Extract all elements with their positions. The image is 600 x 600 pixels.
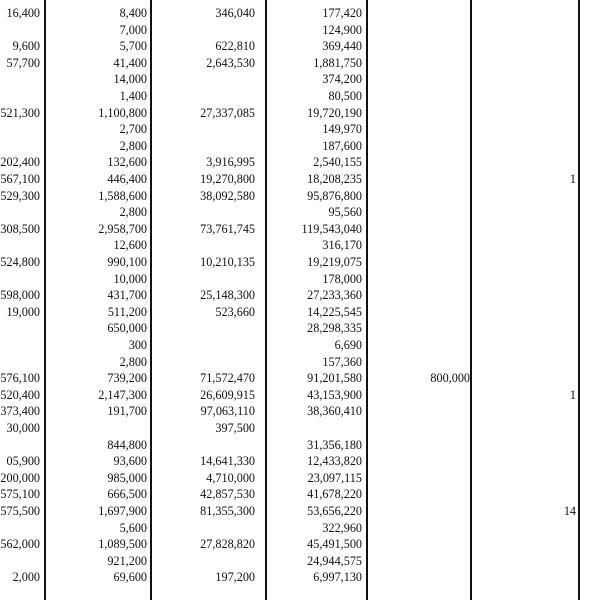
table-row xyxy=(0,153,600,171)
table-cell-c4 xyxy=(375,568,470,586)
table-cell-c5 xyxy=(480,4,576,22)
table-cell-c1: 2,800 xyxy=(119,354,147,369)
table-cell-c2: 27,828,820 xyxy=(200,537,255,552)
table-cell-c5 xyxy=(480,419,576,437)
table-cell-c1: 2,700 xyxy=(119,122,147,137)
table-cell-c5 xyxy=(480,452,576,470)
table-cell-c0 xyxy=(0,336,40,354)
table-cell-c4 xyxy=(375,70,470,88)
table-row xyxy=(0,419,600,437)
table-cell-c0: 308,500 xyxy=(0,221,40,236)
table-cell-c4 xyxy=(375,21,470,39)
table-cell-c4 xyxy=(375,336,470,354)
table-cell-c5 xyxy=(480,70,576,88)
table-cell-c1: 2,147,300 xyxy=(98,387,147,402)
table-cell-c3: 322,960 xyxy=(322,520,362,535)
table-cell-c1: 69,600 xyxy=(113,570,147,585)
table-cell-c0: 2,000 xyxy=(12,570,40,585)
table-cell-c2 xyxy=(160,120,255,138)
table-cell-c5 xyxy=(480,535,576,553)
table-cell-c4 xyxy=(375,104,470,122)
table-row xyxy=(0,203,600,221)
table-cell-c5 xyxy=(480,37,576,55)
table-cell-c5 xyxy=(480,87,576,105)
table-row xyxy=(0,303,600,321)
table-cell-c1: 7,000 xyxy=(119,22,147,37)
table-cell-c3: 24,944,575 xyxy=(307,553,362,568)
table-cell-c4 xyxy=(375,552,470,570)
table-cell-c3: 6,690 xyxy=(334,338,362,352)
table-cell-c3: 45,491,500 xyxy=(307,537,362,552)
table-cell-c5 xyxy=(480,270,576,288)
table-cell-c2: 10,210,135 xyxy=(200,255,255,269)
table-cell-c3: 80,500 xyxy=(328,89,362,103)
table-cell-c2: 81,355,300 xyxy=(200,504,255,518)
table-cell-c2: 14,641,330 xyxy=(200,454,255,469)
table-cell-c3: 14,225,545 xyxy=(307,304,362,319)
table-cell-c1: 5,600 xyxy=(119,520,147,535)
table-cell-c5 xyxy=(480,21,576,39)
table-cell-c0 xyxy=(0,21,40,39)
table-cell-c1: 8,400 xyxy=(119,6,147,20)
table-cell-c5 xyxy=(480,137,576,155)
table-cell-c1: 1,089,500 xyxy=(98,537,147,552)
table-cell-c1: 41,400 xyxy=(113,55,147,70)
table-cell-c0 xyxy=(0,436,40,454)
table-cell-c1: 93,600 xyxy=(113,454,147,469)
table-cell-c4 xyxy=(375,402,470,420)
table-cell-c4 xyxy=(375,137,470,155)
table-cell-c2: 97,063,110 xyxy=(200,404,255,419)
table-cell-c0: 30,000 xyxy=(6,421,40,435)
table-cell-c4 xyxy=(375,236,470,254)
table-cell-c3: 1,881,750 xyxy=(313,55,362,70)
table-cell-c0 xyxy=(0,519,40,537)
table-cell-c5 xyxy=(480,336,576,354)
table-row xyxy=(0,353,600,371)
table-cell-c4 xyxy=(375,270,470,288)
table-cell-c3: 374,200 xyxy=(322,72,362,87)
table-cell-c0: 524,800 xyxy=(0,255,40,269)
table-cell-c1: 1,588,600 xyxy=(98,188,147,203)
table-cell-c0: 05,900 xyxy=(6,454,40,469)
table-cell-c0: 9,600 xyxy=(12,39,40,54)
table-cell-c3: 31,356,180 xyxy=(307,437,362,452)
table-cell-c0: 200,000 xyxy=(0,470,40,485)
table-cell-c1: 666,500 xyxy=(107,487,147,502)
table-cell-c3: 177,420 xyxy=(322,6,362,20)
table-cell-c3: 95,876,800 xyxy=(307,188,362,203)
table-row xyxy=(0,469,600,487)
table-cell-c1: 921,200 xyxy=(107,553,147,568)
table-cell-c1 xyxy=(52,419,147,437)
table-cell-c3: 178,000 xyxy=(322,271,362,286)
table-cell-c5: 1 xyxy=(569,172,576,186)
table-cell-c4 xyxy=(375,319,470,337)
table-cell-c2 xyxy=(160,270,255,288)
table-cell-c1: 14,000 xyxy=(113,72,147,87)
table-cell-c2: 2,643,530 xyxy=(206,55,255,70)
table-row xyxy=(0,319,600,337)
table-cell-c5 xyxy=(480,303,576,321)
table-cell-c0 xyxy=(0,70,40,88)
table-row xyxy=(0,54,600,72)
table-cell-c2: 523,660 xyxy=(215,304,255,319)
table-cell-c3: 6,997,130 xyxy=(313,570,362,585)
table-cell-c3: 149,970 xyxy=(322,122,362,137)
table-cell-c0 xyxy=(0,353,40,371)
table-cell-c3: 157,360 xyxy=(322,354,362,369)
table-cell-c0 xyxy=(0,236,40,254)
table-cell-c4 xyxy=(375,153,470,171)
table-cell-c4 xyxy=(375,386,470,404)
table-cell-c3: 28,298,335 xyxy=(307,321,362,336)
table-cell-c2 xyxy=(160,137,255,155)
table-cell-c1: 844,800 xyxy=(107,437,147,452)
table-cell-c2: 25,148,300 xyxy=(200,288,255,303)
table-cell-c5 xyxy=(480,220,576,238)
table-cell-c1: 191,700 xyxy=(107,404,147,419)
table-cell-c4 xyxy=(375,54,470,72)
table-cell-c1: 2,958,700 xyxy=(98,221,147,236)
table-cell-c3: 95,560 xyxy=(328,205,362,220)
table-cell-c1: 990,100 xyxy=(107,255,147,269)
table-cell-c0: 521,300 xyxy=(0,105,40,120)
table-cell-c3: 38,360,410 xyxy=(307,404,362,419)
table-cell-c2 xyxy=(160,552,255,570)
table-cell-c4 xyxy=(375,452,470,470)
table-cell-c3: 53,656,220 xyxy=(307,504,362,518)
table-cell-c4 xyxy=(375,286,470,304)
table-cell-c5 xyxy=(480,519,576,537)
table-cell-c0: 529,300 xyxy=(0,188,40,203)
table-cell-c4 xyxy=(375,436,470,454)
table-cell-c1: 985,000 xyxy=(107,470,147,485)
table-cell-c4 xyxy=(375,37,470,55)
table-cell-c0: 373,400 xyxy=(0,404,40,419)
table-cell-c2 xyxy=(160,236,255,254)
table-cell-c2 xyxy=(160,353,255,371)
table-row xyxy=(0,253,600,271)
table-cell-c1: 1,697,900 xyxy=(98,504,147,518)
table-cell-c2: 622,810 xyxy=(215,39,255,54)
table-cell-c4 xyxy=(375,303,470,321)
table-cell-c0: 576,100 xyxy=(0,371,40,386)
table-cell-c2: 197,200 xyxy=(215,570,255,585)
table-cell-c1: 1,100,800 xyxy=(98,105,147,120)
table-cell-c3: 316,170 xyxy=(322,238,362,253)
table-cell-c4 xyxy=(375,419,470,437)
table-cell-c3: 119,543,040 xyxy=(301,221,362,236)
table-cell-c3: 18,208,235 xyxy=(307,172,362,186)
table-cell-c0 xyxy=(0,270,40,288)
table-row xyxy=(0,170,600,188)
table-cell-c5 xyxy=(480,236,576,254)
table-cell-c5 xyxy=(480,469,576,487)
table-cell-c2 xyxy=(160,436,255,454)
table-cell-c5 xyxy=(480,353,576,371)
table-cell-c0 xyxy=(0,319,40,337)
table-cell-c3: 12,433,820 xyxy=(307,454,362,469)
table-cell-c0: 16,400 xyxy=(6,6,40,20)
table-cell-c4 xyxy=(375,170,470,188)
table-cell-c3: 19,219,075 xyxy=(307,255,362,269)
table-cell-c4 xyxy=(375,87,470,105)
table-row xyxy=(0,270,600,288)
table-cell-c0 xyxy=(0,552,40,570)
table-cell-c2: 3,916,995 xyxy=(206,155,255,170)
table-cell-c5 xyxy=(480,203,576,221)
table-cell-c5: 1 xyxy=(569,387,576,402)
table-cell-c0: 520,400 xyxy=(0,387,40,402)
table-cell-c5 xyxy=(480,402,576,420)
table-cell-c2 xyxy=(160,21,255,39)
table-cell-c5 xyxy=(480,54,576,72)
table-cell-c0: 575,100 xyxy=(0,487,40,502)
table-cell-c4 xyxy=(375,203,470,221)
table-cell-c3: 43,153,900 xyxy=(307,387,362,402)
table-cell-c0: 575,500 xyxy=(0,504,40,518)
table-cell-c5 xyxy=(480,436,576,454)
table-row xyxy=(0,552,600,570)
table-cell-c4 xyxy=(375,535,470,553)
table-cell-c1: 2,800 xyxy=(119,138,147,153)
table-cell-c5 xyxy=(480,552,576,570)
table-cell-c2: 27,337,085 xyxy=(200,105,255,120)
table-cell-c4 xyxy=(375,469,470,487)
table-row xyxy=(0,502,600,520)
table-cell-c0 xyxy=(0,120,40,138)
table-cell-c1: 739,200 xyxy=(107,371,147,386)
table-row xyxy=(0,485,600,503)
table-cell-c4 xyxy=(375,519,470,537)
table-row xyxy=(0,535,600,553)
table-cell-c3: 19,720,190 xyxy=(307,105,362,120)
table-cell-c3: 23,097,115 xyxy=(307,470,362,485)
table-row xyxy=(0,70,600,88)
table-cell-c1: 446,400 xyxy=(107,172,147,186)
table-row xyxy=(0,37,600,55)
table-cell-c5: 14 xyxy=(563,504,576,518)
table-cell-c3: 91,201,580 xyxy=(307,371,362,386)
table-row xyxy=(0,336,600,354)
table-row xyxy=(0,137,600,155)
table-cell-c3: 124,900 xyxy=(322,22,362,37)
table-row xyxy=(0,436,600,454)
table-cell-c1: 5,700 xyxy=(119,39,147,54)
table-row xyxy=(0,104,600,122)
table-cell-c5 xyxy=(480,568,576,586)
table-row xyxy=(0,120,600,138)
table-cell-c0: 57,700 xyxy=(6,55,40,70)
table-row xyxy=(0,452,600,470)
table-row xyxy=(0,519,600,537)
table-cell-c3: 2,540,155 xyxy=(313,155,362,170)
table-cell-c0 xyxy=(0,203,40,221)
table-row xyxy=(0,286,600,304)
table-cell-c2: 346,040 xyxy=(215,6,255,20)
table-row xyxy=(0,568,600,586)
table-cell-c5 xyxy=(480,319,576,337)
table-cell-c2 xyxy=(160,319,255,337)
table-cell-c4 xyxy=(375,353,470,371)
table-cell-c2 xyxy=(160,519,255,537)
table-cell-c1: 300 xyxy=(128,338,147,352)
table-cell-c2: 71,572,470 xyxy=(200,371,255,386)
table-row xyxy=(0,187,600,205)
table-cell-c2: 4,710,000 xyxy=(206,470,255,485)
table-cell-c4 xyxy=(375,220,470,238)
table-cell-c5 xyxy=(480,286,576,304)
table-row xyxy=(0,402,600,420)
table-cell-c2: 38,092,580 xyxy=(200,188,255,203)
table-row xyxy=(0,4,600,22)
table-cell-c0 xyxy=(0,87,40,105)
table-cell-c0: 598,000 xyxy=(0,288,40,303)
table-cell-c4 xyxy=(375,502,470,520)
table-cell-c2: 42,857,530 xyxy=(200,487,255,502)
table-row xyxy=(0,386,600,404)
table-cell-c5 xyxy=(480,153,576,171)
table-cell-c3: 187,600 xyxy=(322,138,362,153)
table-cell-c0 xyxy=(0,137,40,155)
table-row xyxy=(0,236,600,254)
table-cell-c0: 562,000 xyxy=(0,537,40,552)
table-cell-c4 xyxy=(375,253,470,271)
table-cell-c0: 567,100 xyxy=(0,172,40,186)
table-cell-c4 xyxy=(375,120,470,138)
table-cell-c2 xyxy=(160,87,255,105)
table-row xyxy=(0,21,600,39)
table-row xyxy=(0,369,600,387)
table-cell-c1: 431,700 xyxy=(107,288,147,303)
table-cell-c2 xyxy=(160,203,255,221)
table-cell-c1: 132,600 xyxy=(107,155,147,170)
table-cell-c2: 19,270,800 xyxy=(200,172,255,186)
table-cell-c3 xyxy=(270,419,362,437)
table-cell-c1: 1,400 xyxy=(119,89,147,103)
table-cell-c2: 26,609,915 xyxy=(200,387,255,402)
table-row xyxy=(0,220,600,238)
table-cell-c5 xyxy=(480,253,576,271)
table-cell-c1: 511,200 xyxy=(107,304,147,319)
table-cell-c5 xyxy=(480,120,576,138)
table-cell-c2 xyxy=(160,336,255,354)
table-cell-c5 xyxy=(480,485,576,503)
table-cell-c4 xyxy=(375,4,470,22)
table-cell-c5 xyxy=(480,104,576,122)
table-cell-c1: 650,000 xyxy=(107,321,147,336)
table-cell-c0: 202,400 xyxy=(0,155,40,170)
table-cell-c4: 800,000 xyxy=(430,371,470,386)
table-cell-c1: 2,800 xyxy=(119,205,147,220)
table-cell-c1: 12,600 xyxy=(113,238,147,253)
table-cell-c0: 19,000 xyxy=(6,304,40,319)
table-cell-c3: 369,440 xyxy=(322,39,362,54)
table-cell-c2 xyxy=(160,70,255,88)
table-cell-c5 xyxy=(480,187,576,205)
table-cell-c3: 27,233,360 xyxy=(307,288,362,303)
table-cell-c3: 41,678,220 xyxy=(307,487,362,502)
table-cell-c5 xyxy=(480,369,576,387)
table-cell-c2: 73,761,745 xyxy=(200,221,255,236)
table-cell-c4 xyxy=(375,187,470,205)
table-cell-c4 xyxy=(375,485,470,503)
table-cell-c1: 10,000 xyxy=(113,271,147,286)
table-row xyxy=(0,87,600,105)
table-cell-c2: 397,500 xyxy=(215,421,255,435)
